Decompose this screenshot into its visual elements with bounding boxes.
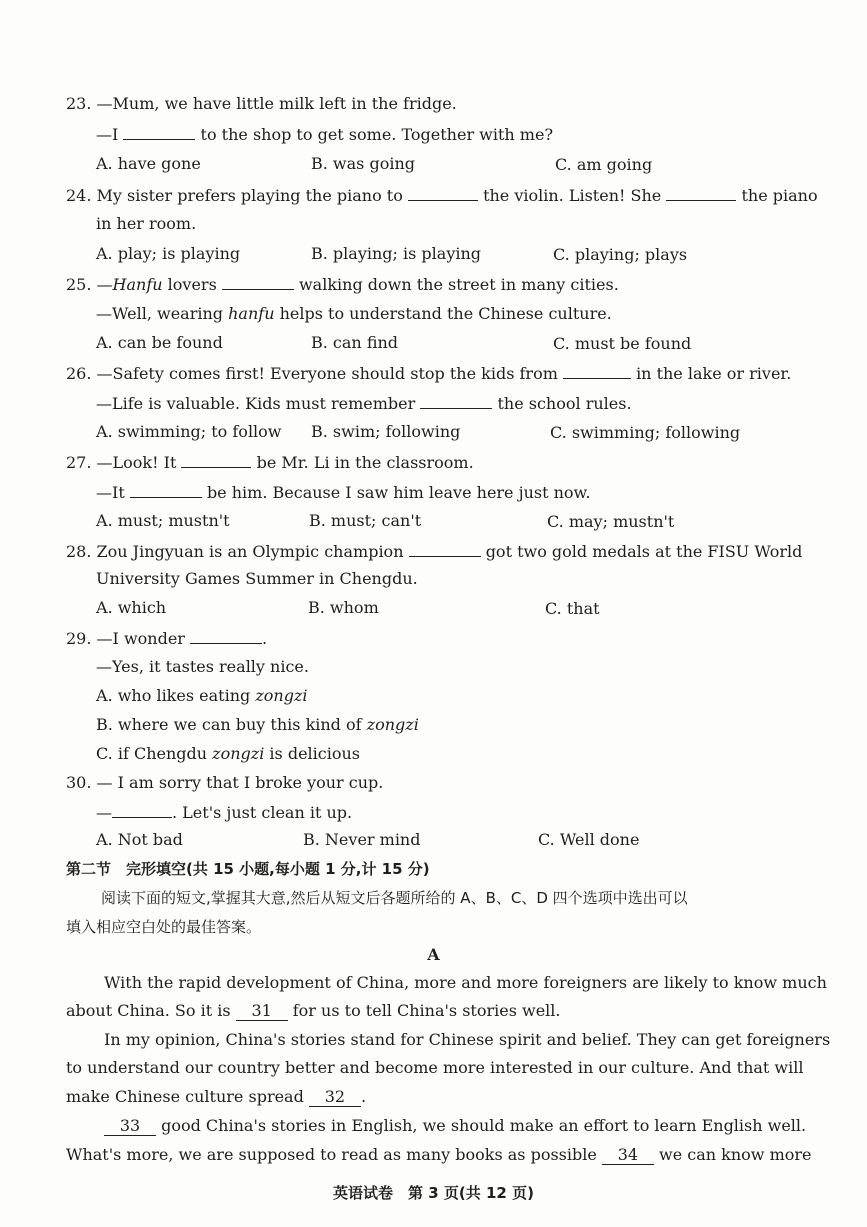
q29-option-c-zongzi: zongzi (212, 744, 265, 763)
q24-stem-part1: 24. My sister prefers playing the piano to (66, 186, 403, 205)
q28-blank (409, 541, 481, 557)
q28-stem-part1: 28. Zou Jingyuan is an Olympic champion (66, 542, 404, 561)
q27-blank-1 (181, 452, 251, 468)
q23-option-c: C. am going (555, 155, 653, 174)
section2-instruction-line1: 阅读下面的短文,掌握其大意,然后从短文后各题所给的 A、B、C、D 四个选项中选出可以 (101, 889, 688, 907)
q28-option-c: C. that (545, 599, 600, 618)
q25-stem (66, 274, 619, 295)
q25-stem-dash: 25. — (66, 275, 113, 294)
q29-option-c-text: C. if Chengdu (96, 744, 208, 763)
q29-stem-period: . (262, 629, 268, 648)
q30-reply-part2: . Let's just clean it up. (172, 803, 353, 822)
q25-reply (96, 304, 612, 324)
blank-34: 34 (602, 1146, 654, 1165)
q29-option-a (96, 686, 308, 706)
q27-option-a: A. must; mustn't (96, 511, 230, 530)
q29-option-a-text: A. who likes eating (96, 686, 251, 705)
q29-option-b-text: B. where we can buy this kind of (96, 715, 362, 734)
section2-heading: 第二节 完形填空(共 15 小题,每小题 1 分,计 15 分) (66, 860, 430, 878)
q30-stem: 30. — I am sorry that I broke your cup. (66, 773, 384, 792)
passage-p3-line2-end: we can know more (659, 1145, 812, 1164)
q27-reply (96, 482, 590, 503)
q26-stem-part1: 26. —Safety comes first! Everyone should stop the kids from (66, 364, 558, 383)
q24-option-b: B. playing; is playing (311, 244, 482, 263)
q25-reply-hanfu: hanfu (228, 304, 275, 323)
q26-reply (96, 393, 632, 414)
q30-reply-dash: — (96, 803, 112, 822)
q26-reply-part2: the school rules. (497, 394, 632, 413)
q26-blank-2 (420, 393, 492, 409)
q27-option-c: C. may; mustn't (547, 512, 675, 531)
q26-stem-part2: in the lake or river. (636, 364, 792, 383)
passage-p2-line3-start: make Chinese culture spread (66, 1087, 304, 1106)
q28-stem (66, 541, 802, 562)
passage-p1-line2 (66, 1001, 561, 1021)
q29-stem (66, 628, 267, 649)
q23-reply (96, 124, 553, 145)
q27-stem-part1: 27. —Look! It (66, 453, 177, 472)
q30-reply (96, 802, 352, 823)
q27-blank-2 (130, 482, 202, 498)
q29-option-b (96, 715, 419, 735)
q26-stem (66, 363, 791, 384)
q28-stem-part2: got two gold medals at the FISU World (485, 542, 803, 561)
q29-option-a-zongzi: zongzi (255, 686, 308, 705)
q25-reply-part1: —Well, wearing (96, 304, 224, 323)
q30-blank (112, 802, 172, 818)
q30-option-b: B. Never mind (303, 830, 421, 849)
q24-blank-1 (408, 185, 478, 201)
passage-p2-line3-end: . (360, 1087, 367, 1106)
q27-stem-part2: be Mr. Li in the classroom. (256, 453, 474, 472)
q29-option-c-end: is delicious (269, 744, 361, 763)
q25-hanfu: Hanfu (112, 275, 163, 294)
q27-stem (66, 452, 474, 473)
q24-blank-2 (666, 185, 736, 201)
q25-option-a: A. can be found (96, 333, 223, 352)
q23-stem: 23. —Mum, we have little milk left in the fridge. (66, 94, 457, 113)
q24-option-a: A. play; is playing (96, 244, 241, 263)
passage-p1-line2-start: about China. So it is (66, 1001, 231, 1020)
q24-stem-part3: the piano (741, 186, 818, 205)
q27-option-b: B. must; can't (309, 511, 422, 530)
passage-p3-line1 (104, 1116, 806, 1136)
q25-stem-part3: walking down the street in many cities. (298, 275, 619, 294)
q25-option-b: B. can find (311, 333, 399, 352)
blank-31: 31 (236, 1002, 288, 1021)
q23-reply-start: —I (96, 125, 119, 144)
q26-option-b: B. swim; following (311, 422, 461, 441)
q26-option-c: C. swimming; following (550, 423, 741, 442)
q26-blank-1 (563, 363, 631, 379)
q27-reply-part1: —It (96, 483, 125, 502)
passage-p2-line1: In my opinion, China's stories stand for Chinese spirit and belief. They can get foreigners (104, 1030, 831, 1049)
q29-blank (190, 628, 262, 644)
q23-option-a: A. have gone (96, 154, 201, 173)
q30-option-c: C. Well done (538, 830, 640, 849)
q24-stem-part2: the violin. Listen! She (483, 186, 662, 205)
passage-p2-line3 (66, 1087, 366, 1107)
passage-p3-line1-end: good China's stories in English, we should make an effort to learn English well. (161, 1116, 807, 1135)
q23-option-b: B. was going (311, 154, 415, 173)
q29-stem-part1: 29. —I wonder (66, 629, 185, 648)
blank-33: 33 (104, 1117, 156, 1136)
q26-option-a: A. swimming; to follow (96, 422, 282, 441)
passage-p3-line2 (66, 1145, 812, 1165)
q28-option-a: A. which (96, 598, 167, 617)
q29-reply: —Yes, it tastes really nice. (96, 657, 309, 676)
passage-label: A (427, 945, 440, 964)
q25-option-c: C. must be found (553, 334, 692, 353)
passage-p1-line1: With the rapid development of China, more and more foreigners are likely to know much (104, 973, 827, 992)
page-footer: 英语试卷 第 3 页(共 12 页) (333, 1184, 534, 1202)
q28-stem-line2: University Games Summer in Chengdu. (96, 569, 418, 588)
passage-p2-line2: to understand our country better and become more interested in our culture. And that will (66, 1058, 804, 1077)
passage-p3-line2-start: What's more, we are supposed to read as many books as possible (66, 1145, 597, 1164)
blank-32: 32 (309, 1088, 361, 1107)
q24-stem (66, 185, 818, 206)
q23-reply-end: to the shop to get some. Together with me? (200, 125, 554, 144)
q25-reply-part2: helps to understand the Chinese culture. (279, 304, 612, 323)
q27-reply-part2: be him. Because I saw him leave here just now. (206, 483, 591, 502)
q29-option-c (96, 744, 360, 764)
q24-stem-line2: in her room. (96, 214, 197, 233)
q25-blank (222, 274, 294, 290)
q30-option-a: A. Not bad (96, 830, 183, 849)
passage-p1-line2-end: for us to tell China's stories well. (292, 1001, 561, 1020)
q25-stem-part2: lovers (167, 275, 217, 294)
q24-option-c: C. playing; plays (553, 245, 688, 264)
q28-option-b: B. whom (308, 598, 379, 617)
q29-option-b-zongzi: zongzi (366, 715, 419, 734)
q23-blank (123, 124, 195, 140)
section2-instruction-line2: 填入相应空白处的最佳答案。 (66, 918, 262, 936)
q26-reply-part1: —Life is valuable. Kids must remember (96, 394, 416, 413)
